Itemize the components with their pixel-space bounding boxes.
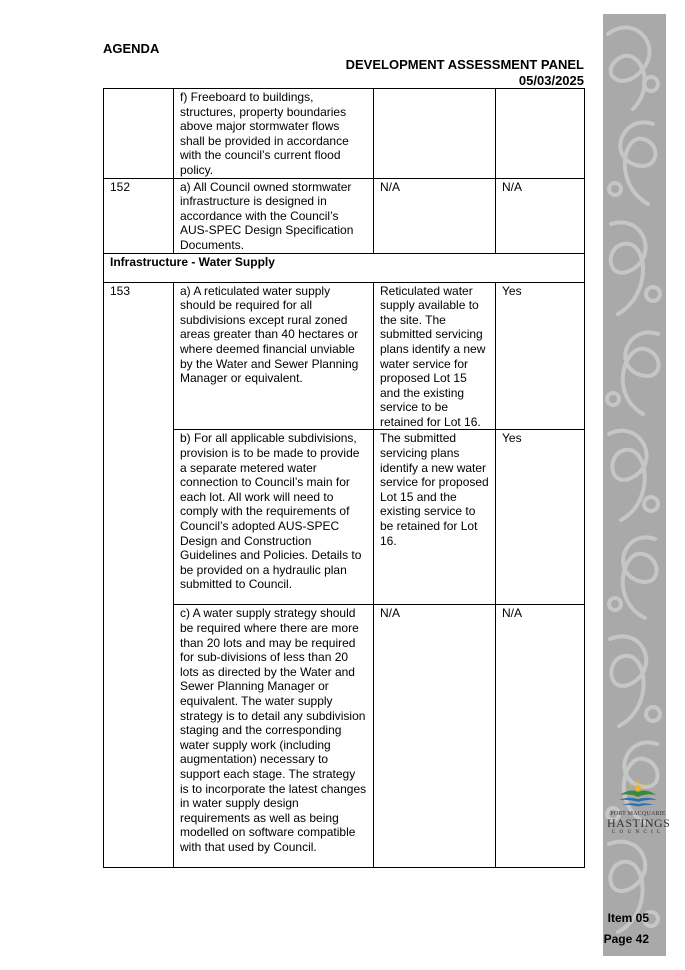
complies-value: N/A xyxy=(496,605,585,868)
proposed-comment: N/A xyxy=(374,605,496,868)
panel-title: DEVELOPMENT ASSESSMENT PANEL xyxy=(345,57,584,72)
council-logo xyxy=(607,780,669,850)
clause-number-empty xyxy=(104,605,174,868)
assessment-table xyxy=(103,88,585,868)
requirement-text: b) For all applicable subdivisions, provision is to be made to provide a separate metered water connection to Council’s main for each lot. All work will need to comply with the requirements of Council’s adopted AUS-SPEC Design and Construction Guidelines and Policies. Details to be provided on a hydraulic plan submitted to Council. xyxy=(174,430,374,605)
proposed-comment: Reticulated water supply available to the site. The submitted servicing plans identify a new water service for proposed Lot 15 and the existing service to be retained for Lot 16. xyxy=(374,282,496,430)
table-row xyxy=(104,430,585,605)
requirement-text: a) All Council owned stormwater infrastructure is designed in accordance with the Council’s AUS-SPEC Design Specification Documents. xyxy=(174,178,374,253)
agenda-heading: AGENDA xyxy=(103,41,160,56)
clause-number xyxy=(104,89,174,179)
complies-value: N/A xyxy=(496,178,585,253)
clause-number-empty xyxy=(104,430,174,605)
proposed-comment: N/A xyxy=(374,178,496,253)
panel-heading xyxy=(346,57,584,89)
requirement-text: c) A water supply strategy should be required where there are more than 20 lots and may be required for sub-divisions of less than 20 lots as directed by the Water and Sewer Planning Manager or equivalent. The water supply strategy is to detail any subdivision staging and the corresponding water supply work (including augmentation) necessary to support each stage. The strategy is to incorporate the latest changes in water supply design requirements as well as being modelled on software compatible with that used by Council. xyxy=(174,605,374,868)
table-row xyxy=(104,178,585,253)
logo-line-1: PORT MACQUARIE xyxy=(610,811,666,817)
clause-number: 152 xyxy=(104,178,174,253)
proposed-comment xyxy=(374,89,496,179)
proposed-comment: The submitted servicing plans identify a new water service for proposed Lot 15 and the existing service to be retained for Lot 16. xyxy=(374,430,496,605)
clause-number: 153 xyxy=(104,282,174,430)
meeting-date: 05/03/2025 xyxy=(518,73,584,88)
council-emblem-icon xyxy=(618,780,658,810)
logo-line-3: COUNCIL xyxy=(611,829,665,835)
item-number: Item 05 xyxy=(607,911,649,925)
complies-value: Yes xyxy=(496,430,585,605)
logo-line-2: HASTINGS xyxy=(607,816,671,830)
table-row xyxy=(104,89,585,179)
requirement-text: f) Freeboard to buildings, structures, property boundaries above major stormwater flows shall be provided in accordance with the council’s current flood policy. xyxy=(174,89,374,179)
complies-value xyxy=(496,89,585,179)
section-row xyxy=(104,253,585,282)
table-row xyxy=(104,605,585,868)
complies-value: Yes xyxy=(496,282,585,430)
table-row xyxy=(104,282,585,430)
section-heading: Infrastructure - Water Supply xyxy=(104,253,585,282)
requirement-text: a) A reticulated water supply should be required for all subdivisions except rural zoned areas greater than 40 hectares or where deemed financial unviable by the Water and Sewer Planning Manager or equivalent. xyxy=(174,282,374,430)
page-number: Page 42 xyxy=(603,932,649,946)
